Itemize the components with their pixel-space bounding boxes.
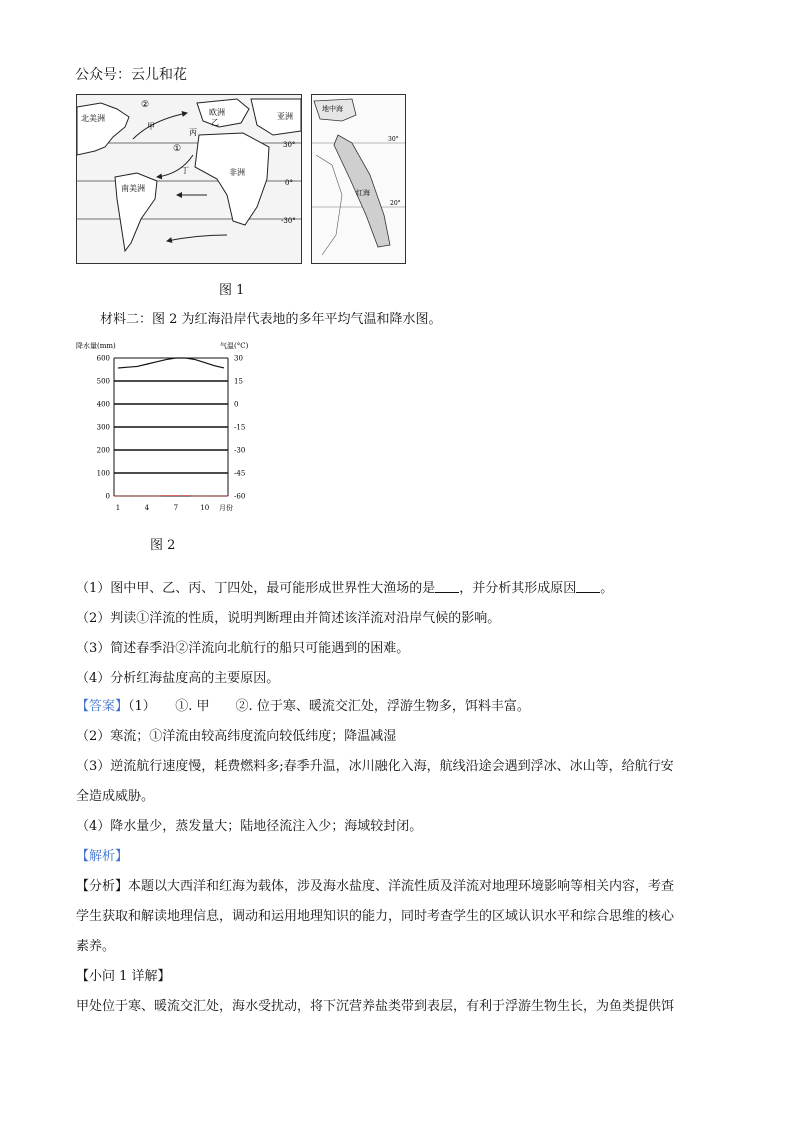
chart-y-ticks: [97, 355, 110, 501]
label-lat-0: 0°: [285, 179, 293, 187]
coast-line: [316, 155, 342, 255]
chart-x-ticks: [116, 504, 209, 512]
precip-bar: [220, 496, 229, 497]
analysis-sub-tag: 【小问 1 详解】: [76, 969, 171, 984]
red-sea-map-svg: [312, 95, 405, 263]
chart-y-tick: 600: [96, 354, 110, 363]
chart-y2-tick: -15: [234, 423, 246, 432]
precip-bar: [162, 495, 171, 496]
question-1-post: 。: [600, 581, 614, 596]
question-2: （2）判读①洋流的性质，说明判断理由并简述该洋流对沿岸气候的影响。: [76, 611, 501, 626]
chart-y2-tick: -30: [234, 446, 246, 455]
chart-y2-tick: 15: [234, 377, 243, 386]
chart-y-tick: 200: [96, 446, 110, 455]
question-1-blank-1: [435, 580, 459, 593]
chart-x-tick: 10: [200, 504, 210, 512]
label-africa: 非洲: [229, 168, 245, 177]
label-yi: 乙: [211, 118, 219, 127]
figure2-caption: 图 2: [150, 538, 176, 553]
label-lat-30: 30°: [388, 136, 399, 143]
precip-bar: [181, 495, 190, 496]
chart-y-tick: 500: [96, 377, 110, 386]
chart-y-tick: 400: [96, 400, 110, 409]
chart-x-tick: 1: [115, 504, 121, 512]
label-lat-30n: 30°: [283, 141, 296, 149]
analysis-line3: 素养。: [76, 939, 116, 954]
climate-chart-svg: [74, 338, 274, 518]
analysis-detail: 甲处位于寒、暖流交汇处，海水受扰动，将下沉营养盐类带到表层，有利于浮游生物生长，为鱼类提供饵: [76, 999, 675, 1014]
precip-bar: [210, 496, 219, 497]
chart-y-tick: 0: [105, 492, 110, 501]
question-1-pre: （1）图中甲、乙、丙、丁四处，最可能形成世界性大渔场的是: [76, 581, 436, 596]
chart-y2label: 气温(°C): [220, 342, 249, 350]
page-header: 公众号：云儿和花: [75, 67, 187, 83]
answer-1-text: （1） ①. 甲 ②. 位于寒、暖流交汇处，浮游生物多，饵料丰富。: [128, 699, 530, 714]
answer-3-line2: 全造成威胁。: [76, 789, 155, 804]
label-europe: 欧洲: [209, 108, 225, 117]
chart-y-tick: 100: [96, 469, 110, 478]
answer-4: （4）降水量少，蒸发量大；陆地径流注入少；海域较封闭。: [76, 819, 423, 834]
label-marker-2: ②: [141, 100, 150, 110]
north-america-shape: [77, 103, 129, 155]
analysis-line2: 学生获取和解读地理信息，调动和运用地理知识的能力，同时考查学生的区域认识水平和综合思维的核心: [76, 909, 675, 924]
analysis-tag: 【解析】: [76, 849, 129, 864]
label-asia: 亚洲: [277, 112, 293, 121]
precip-bar: [133, 496, 142, 497]
precip-bar: [171, 495, 180, 496]
figure1-caption: 图 1: [219, 283, 245, 298]
material-two-text: 材料二：图 2 为红海沿岸代表地的多年平均气温和降水图。: [100, 312, 442, 327]
label-ding: 丁: [181, 166, 189, 175]
precip-bar: [123, 496, 132, 497]
precip-bar: [152, 496, 161, 497]
analysis-line1: 【分析】本题以大西洋和红海为载体，涉及海水盐度、洋流性质及洋流对地理环境影响等相关内容，考查: [76, 879, 675, 894]
answer-1: [76, 698, 530, 716]
label-marker-1: ①: [173, 144, 182, 154]
red-sea-map: [311, 94, 406, 264]
answer-2: （2）寒流；①洋流由较高纬度流向较低纬度；降温减湿: [76, 729, 397, 744]
africa-shape: [195, 133, 269, 225]
asia-shape: [251, 99, 301, 135]
question-4: （4）分析红海盐度高的主要原因。: [76, 671, 280, 686]
label-bing: 丙: [189, 128, 197, 137]
question-1: [76, 580, 726, 598]
chart-x-tick: 7: [173, 504, 179, 512]
label-south-america: 南美洲: [121, 184, 145, 193]
question-3: （3）简述春季沿②洋流向北航行的船只可能遇到的困难。: [76, 641, 410, 656]
precip-bar: [143, 496, 152, 497]
label-red-sea: 红海: [356, 189, 370, 197]
chart-grid: [114, 358, 228, 496]
chart-y-tick: 300: [96, 423, 110, 432]
chart-xlabel: 月份: [219, 504, 233, 512]
answer-3-line1: （3）逆流航行速度慢，耗费燃料多;春季升温，冰川融化入海，航线沿途会遇到浮冰、冰山等，给航行安: [76, 759, 674, 774]
precip-bar: [114, 496, 123, 497]
chart-y2-tick: -60: [234, 492, 246, 501]
chart-y2-ticks: [234, 355, 245, 501]
atlantic-map: [76, 94, 302, 264]
chart-ylabel: 降水量(mm): [76, 342, 116, 350]
label-jia: 甲: [147, 122, 155, 131]
current-arrow-north: [133, 113, 187, 139]
chart-y2-tick: 30: [234, 354, 243, 363]
label-lat-30s: -30°: [281, 217, 296, 225]
question-1-blank-2: [576, 580, 600, 593]
temperature-line: [118, 358, 224, 368]
question-1-mid: ，并分析其形成原因: [459, 581, 577, 596]
label-lat-20: 20°: [390, 200, 401, 207]
precip-bar: [191, 496, 200, 497]
label-north-america: 北美洲: [81, 114, 105, 123]
precip-bar: [200, 496, 209, 497]
chart-x-tick: 4: [144, 504, 150, 512]
label-med-sea: 地中海: [322, 105, 343, 113]
answer-tag: 【答案】: [76, 699, 129, 714]
atlantic-map-svg: [77, 95, 301, 263]
current-arrow-south: [167, 235, 227, 241]
climate-chart: [74, 338, 274, 518]
chart-y2-tick: 0: [234, 400, 239, 409]
chart-y2-tick: -45: [234, 469, 246, 478]
